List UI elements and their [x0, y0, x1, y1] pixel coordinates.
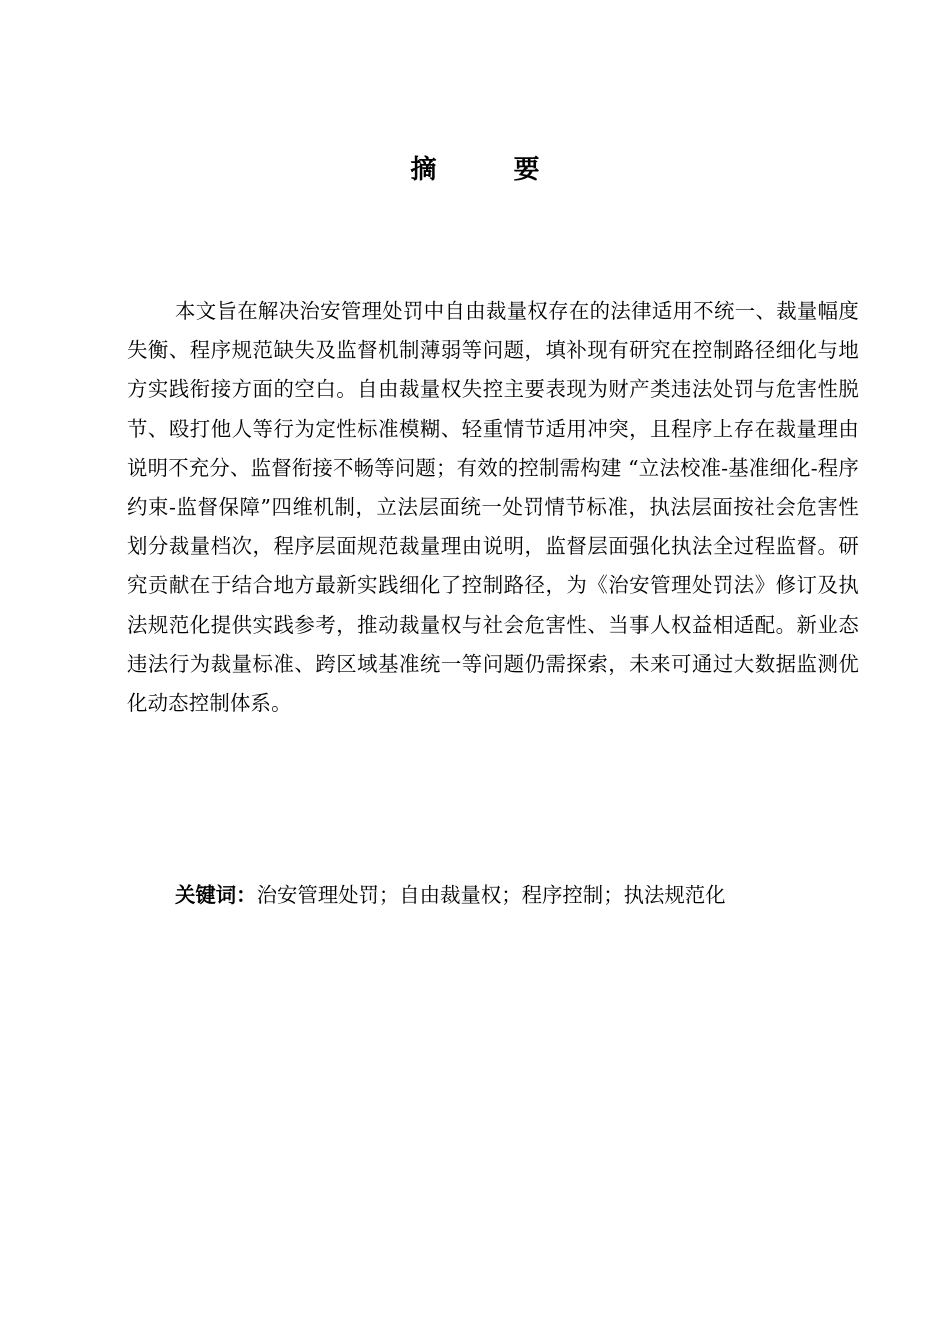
keywords-value: 治安管理处罚；自由裁量权；程序控制；执法规范化 — [256, 883, 726, 907]
abstract-title: 摘 要 — [410, 155, 574, 185]
keywords-line — [175, 875, 865, 915]
abstract-body: 本文旨在解决治安管理处罚中自由裁量权存在的法律适用不统一、裁量幅度失衡、程序规范缺失及监督机制薄弱等问题，填补现有研究在控制路径细化与地方实践衔接方面的空白。自由裁量权失控主要表现为财产类违法处罚与危害性脱节、殴打他人等行为定性标准模糊、轻重情节适用冲突，且程序上存在裁量理由说明不充分、监督衔接不畅等问题；有效的控制需构建 “立法校准-基准细化-程序约束-监督保障”四维机制，立法层面统一处罚情节标准，执法层面按社会危害性划分裁量档次，程序层面规范裁量理由说明，监督层面强化执法全过程监督。研究贡献在于结合地方最新实践细化了控制路径，为《治安管理处罚法》修订及执法规范化提供实践参考，推动裁量权与社会危害性、当事人权益相适配。新业态违法行为裁量标准、跨区域基准统一等问题仍需探索，未来可通过大数据监测优化动态控制体系。 — [127, 299, 859, 716]
keywords-label: 关键词： — [175, 883, 257, 907]
